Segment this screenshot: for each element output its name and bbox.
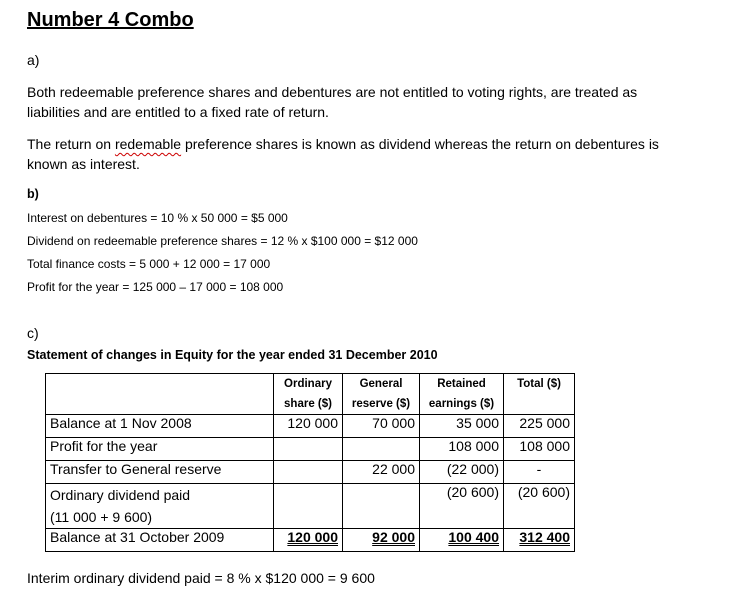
para2-before: The return on [27,136,115,152]
part-a-label: a) [27,52,40,68]
cell-general [343,438,420,461]
cell-ordinary [274,438,343,461]
cell-total: - [504,461,575,484]
cell-ordinary [274,461,343,484]
header-ordinary: Ordinary share ($) [274,374,343,415]
cell-retained: 108 000 [420,438,504,461]
calc-line: Dividend on redeemable preference shares = 12 % x $100 000 = $12 000 [27,234,418,248]
header-total: Total ($) [504,374,575,415]
equity-statement-table [45,373,575,552]
row-label: Balance at 31 October 2009 [46,529,274,552]
cell-retained: 100 400 [420,529,504,552]
part-a-paragraph-2 [27,134,667,174]
row-label: Transfer to General reserve [46,461,274,484]
row-label: Profit for the year [46,438,274,461]
table-row [46,415,575,438]
part-a-paragraph-1: Both redeemable preference shares and debentures are not entitled to voting rights, are treated as liabilities and are entitled to a fixed rate of return. [27,84,638,120]
part-c-label: c) [27,325,39,341]
para2-after: preference shares is known as dividend whereas the return on debentures is known as interest. [27,136,659,172]
header-blank [46,374,274,415]
misspelled-word: redemable [114,136,182,152]
footnote: Interim ordinary dividend paid = 8 % x $120 000 = 9 600 [27,570,375,586]
header-general: General reserve ($) [343,374,420,415]
cell-retained: 35 000 [420,415,504,438]
part-b-label: b) [27,187,39,201]
row-label: Balance at 1 Nov 2008 [46,415,274,438]
cell-general: 70 000 [343,415,420,438]
table-row [46,438,575,461]
cell-total: (20 600) [504,484,575,529]
calc-line: Total finance costs = 5 000 + 12 000 = 17 000 [27,257,271,271]
calc-line: Profit for the year = 125 000 – 17 000 = 108 000 [27,280,284,294]
cell-ordinary [274,484,343,529]
table-row [46,529,575,552]
cell-total: 108 000 [504,438,575,461]
cell-ordinary: 120 000 [274,415,343,438]
cell-total: 225 000 [504,415,575,438]
header-retained: Retained earnings ($) [420,374,504,415]
cell-ordinary: 120 000 [274,529,343,552]
cell-general [343,484,420,529]
cell-retained: (22 000) [420,461,504,484]
statement-title: Statement of changes in Equity for the year ended 31 December 2010 [27,348,438,362]
cell-retained: (20 600) [420,484,504,529]
cell-total: 312 400 [504,529,575,552]
table-header-row [46,374,575,415]
cell-general: 92 000 [343,529,420,552]
calc-line: Interest on debentures = 10 % x 50 000 = $5 000 [27,211,288,225]
row-label: Ordinary dividend paid (11 000 + 9 600) [46,484,274,529]
cell-general: 22 000 [343,461,420,484]
page-title: Number 4 Combo [27,9,194,31]
table-row [46,461,575,484]
table-row [46,484,575,529]
